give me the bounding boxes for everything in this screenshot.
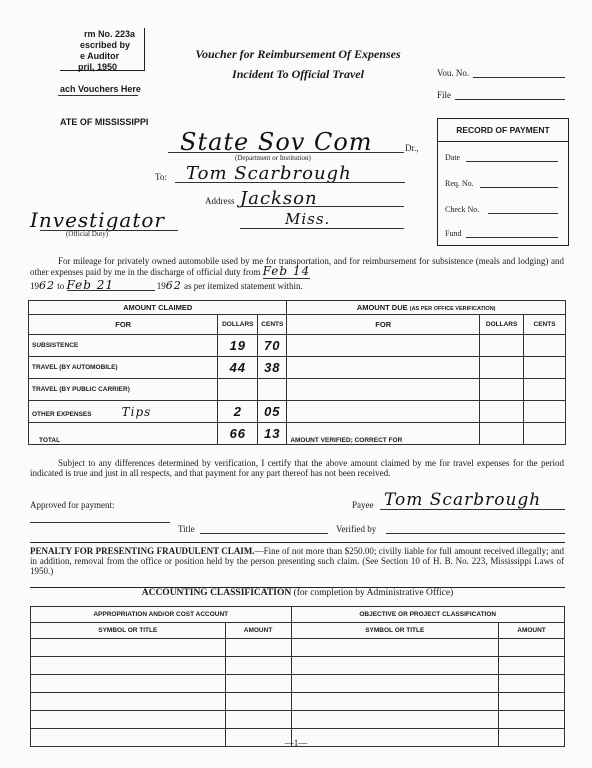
amount-due-header: AMOUNT DUE (AS PER OFFICE VERIFICATION) bbox=[287, 301, 566, 315]
dr-label: Dr., bbox=[405, 143, 419, 153]
table-row bbox=[29, 379, 566, 401]
payee-signature: Tom Scarbrough bbox=[384, 490, 542, 510]
table-row bbox=[31, 639, 565, 657]
acct-cell[interactable] bbox=[31, 657, 226, 675]
payee-line bbox=[380, 509, 565, 510]
from-date-handwriting: Feb 14 bbox=[262, 264, 311, 278]
row-dollars[interactable]: 44 bbox=[218, 357, 258, 379]
due-col-dollars: DOLLARS bbox=[480, 315, 524, 335]
record-date-label: Date bbox=[445, 153, 461, 162]
due-col-cents: CENTS bbox=[524, 315, 566, 335]
to-label: To: bbox=[155, 172, 167, 182]
address-handwriting-2: Miss. bbox=[285, 210, 331, 228]
record-req-field[interactable] bbox=[480, 187, 558, 188]
form-title: Voucher for Reimbursement Of Expenses bbox=[195, 47, 401, 61]
row-cents[interactable] bbox=[258, 379, 287, 401]
form-subtitle: Incident To Official Travel bbox=[232, 67, 364, 81]
total-label: TOTAL bbox=[29, 423, 218, 445]
address-label: Address bbox=[205, 196, 235, 206]
due-row-cents[interactable] bbox=[524, 379, 566, 401]
to-line bbox=[175, 182, 405, 183]
form-number-line1: rm No. 223a bbox=[84, 29, 136, 39]
appropriation-header: APPROPRIATION AND/OR COST ACCOUNT bbox=[31, 607, 292, 623]
acct-cell[interactable] bbox=[499, 675, 565, 693]
acct-cell[interactable] bbox=[31, 693, 226, 711]
address-line2 bbox=[240, 228, 404, 229]
table-row bbox=[31, 657, 565, 675]
mileage-19b: 19 bbox=[156, 281, 166, 291]
acct-cell[interactable] bbox=[31, 675, 226, 693]
duty-line bbox=[40, 230, 178, 231]
title-label: Title bbox=[178, 524, 195, 534]
acct-cell[interactable] bbox=[291, 657, 499, 675]
due-total-dollars[interactable] bbox=[480, 423, 524, 445]
due-col-for: FOR bbox=[287, 315, 480, 335]
row-label: SUBSISTENCE bbox=[29, 335, 218, 357]
amount-table bbox=[28, 300, 566, 445]
address-line1 bbox=[240, 206, 404, 207]
penalty-paragraph bbox=[30, 546, 564, 576]
vou-field[interactable] bbox=[473, 77, 565, 78]
record-date-field[interactable] bbox=[466, 161, 558, 162]
form-number-line4: pril, 1950 bbox=[78, 62, 118, 72]
page-number: —1— bbox=[284, 738, 308, 748]
mileage-19a: 19 bbox=[30, 281, 39, 291]
objective-header: OBJECTIVE OR PROJECT CLASSIFICATION bbox=[291, 607, 565, 623]
acct-cell[interactable] bbox=[225, 639, 291, 657]
table-row bbox=[31, 675, 565, 693]
due-row-for[interactable] bbox=[287, 357, 480, 379]
vou-label: Vou. No. bbox=[437, 68, 470, 78]
acct-cell[interactable] bbox=[225, 711, 291, 729]
acct-cell[interactable] bbox=[499, 711, 565, 729]
record-fund-field[interactable] bbox=[466, 237, 558, 238]
left-amount-header: AMOUNT bbox=[225, 623, 291, 639]
address-handwriting: Jackson bbox=[240, 188, 318, 209]
right-symbol-header: SYMBOL OR TITLE bbox=[291, 623, 499, 639]
acct-cell[interactable] bbox=[225, 675, 291, 693]
record-of-payment-box bbox=[437, 118, 569, 246]
record-check-field[interactable] bbox=[488, 213, 558, 214]
row-dollars[interactable]: 2 bbox=[218, 401, 258, 423]
total-dollars[interactable]: 66 bbox=[218, 423, 258, 445]
record-title: RECORD OF PAYMENT bbox=[456, 125, 550, 135]
acct-cell[interactable] bbox=[291, 639, 499, 657]
table-row bbox=[31, 711, 565, 729]
duty-caption: (Official Duty) bbox=[66, 230, 109, 238]
dept-caption: (Department or Institution) bbox=[235, 154, 311, 162]
acct-cell[interactable] bbox=[499, 657, 565, 675]
title-field[interactable] bbox=[200, 533, 328, 534]
accounting-title: ACCOUNTING CLASSIFICATION (for completion by Administrative Office) bbox=[141, 588, 454, 598]
payee-label: Payee bbox=[352, 500, 374, 510]
acct-cell[interactable] bbox=[291, 693, 499, 711]
row-label: TRAVEL (BY AUTOMOBILE) bbox=[29, 357, 218, 379]
row-cents[interactable]: 05 bbox=[258, 401, 287, 423]
table-row bbox=[31, 693, 565, 711]
form-number-line2: escribed by bbox=[80, 40, 131, 50]
record-fund-label: Fund bbox=[445, 229, 462, 238]
mileage-paragraph bbox=[30, 256, 564, 277]
certification-paragraph: Subject to any differences determined by verification, I certify that the above amount claimed by me for travel expenses for the period indicated is true and just in all respects, and that payment for any part thereof has not been received. bbox=[30, 458, 564, 478]
acct-cell[interactable] bbox=[499, 693, 565, 711]
due-row-for[interactable] bbox=[287, 379, 480, 401]
acct-cell[interactable] bbox=[31, 639, 226, 657]
dept-handwriting: State Sov Com bbox=[180, 128, 373, 156]
state-label: ATE OF MISSISSIPPI bbox=[60, 117, 149, 127]
year1-handwriting: 62 bbox=[39, 279, 55, 292]
due-row-for[interactable] bbox=[287, 401, 480, 423]
file-label: File bbox=[437, 90, 452, 100]
acct-cell[interactable] bbox=[31, 711, 226, 729]
mileage-end: as per itemized statement within. bbox=[184, 281, 303, 291]
due-total-cents[interactable] bbox=[524, 423, 566, 445]
verified-by-field[interactable] bbox=[386, 533, 565, 534]
acct-cell[interactable] bbox=[291, 675, 499, 693]
table-row bbox=[29, 335, 566, 357]
due-row-dollars[interactable] bbox=[480, 357, 524, 379]
approved-signature-line[interactable] bbox=[30, 522, 170, 523]
claimed-col-cents: CENTS bbox=[258, 315, 287, 335]
amount-claimed-header: AMOUNT CLAIMED bbox=[29, 301, 287, 315]
left-symbol-header: SYMBOL OR TITLE bbox=[31, 623, 226, 639]
row-cents[interactable]: 70 bbox=[258, 335, 287, 357]
acct-cell[interactable] bbox=[291, 711, 499, 729]
mileage-dates-line bbox=[30, 280, 564, 291]
right-amount-header: AMOUNT bbox=[499, 623, 565, 639]
table-row bbox=[29, 357, 566, 379]
section-divider bbox=[30, 542, 565, 543]
accounting-table bbox=[30, 606, 565, 747]
due-row-cents[interactable] bbox=[524, 401, 566, 423]
record-req-label: Req. No. bbox=[445, 179, 474, 188]
row-label: OTHER EXPENSES Tips bbox=[29, 401, 218, 423]
other-expenses-note: Tips bbox=[121, 404, 152, 419]
acct-cell[interactable] bbox=[225, 657, 291, 675]
year2-handwriting: 62 bbox=[165, 279, 182, 292]
duty-handwriting: Investigator bbox=[30, 208, 165, 232]
table-row-total bbox=[29, 423, 566, 445]
table-row bbox=[29, 401, 566, 423]
row-dollars[interactable] bbox=[218, 379, 258, 401]
row-label: TRAVEL (BY PUBLIC CARRIER) bbox=[29, 379, 218, 401]
to-date-handwriting: Feb 21 bbox=[67, 280, 155, 291]
attach-line bbox=[58, 95, 138, 96]
amount-verified-label: AMOUNT VERIFIED; CORRECT FOR bbox=[287, 423, 480, 445]
verified-by-label: Verified by bbox=[336, 524, 377, 534]
file-field[interactable] bbox=[455, 99, 565, 100]
mileage-text: For mileage for privately owned automobile used by me for transportation, and for reimbursement for subsistence (meals and lodging) and other expenses paid by me in the discharge of official duty from bbox=[30, 256, 564, 277]
penalty-heading: PENALTY FOR PRESENTING FRAUDULENT CLAIM. bbox=[30, 546, 255, 556]
acct-cell[interactable] bbox=[225, 693, 291, 711]
due-row-cents[interactable] bbox=[524, 335, 566, 357]
row-cents[interactable]: 38 bbox=[258, 357, 287, 379]
attach-vouchers-label: ach Vouchers Here bbox=[60, 84, 141, 94]
total-cents[interactable]: 13 bbox=[258, 423, 287, 445]
due-row-dollars[interactable] bbox=[480, 379, 524, 401]
mileage-to: to bbox=[57, 281, 65, 291]
due-row-dollars[interactable] bbox=[480, 401, 524, 423]
approved-label: Approved for payment: bbox=[30, 500, 115, 510]
dept-line bbox=[168, 152, 404, 153]
row-dollars[interactable]: 19 bbox=[218, 335, 258, 357]
penalty-body: —Fine of not more than $250.00; civilly liable for full amount received illegally; and in addition, removal from the office or position held by the person presenting such claim. (See Section 10 of H. B. No. 223, Mississippi Laws of 1950.) bbox=[30, 546, 564, 576]
due-row-dollars[interactable] bbox=[480, 335, 524, 357]
due-row-for[interactable] bbox=[287, 335, 480, 357]
record-check-label: Check No. bbox=[445, 205, 480, 214]
due-row-cents[interactable] bbox=[524, 357, 566, 379]
to-handwriting: Tom Scarbrough bbox=[186, 163, 352, 184]
claimed-col-for: FOR bbox=[29, 315, 218, 335]
record-divider bbox=[438, 141, 568, 142]
form-number-line3: e Auditor bbox=[80, 51, 120, 61]
acct-cell[interactable] bbox=[499, 639, 565, 657]
claimed-col-dollars: DOLLARS bbox=[218, 315, 258, 335]
